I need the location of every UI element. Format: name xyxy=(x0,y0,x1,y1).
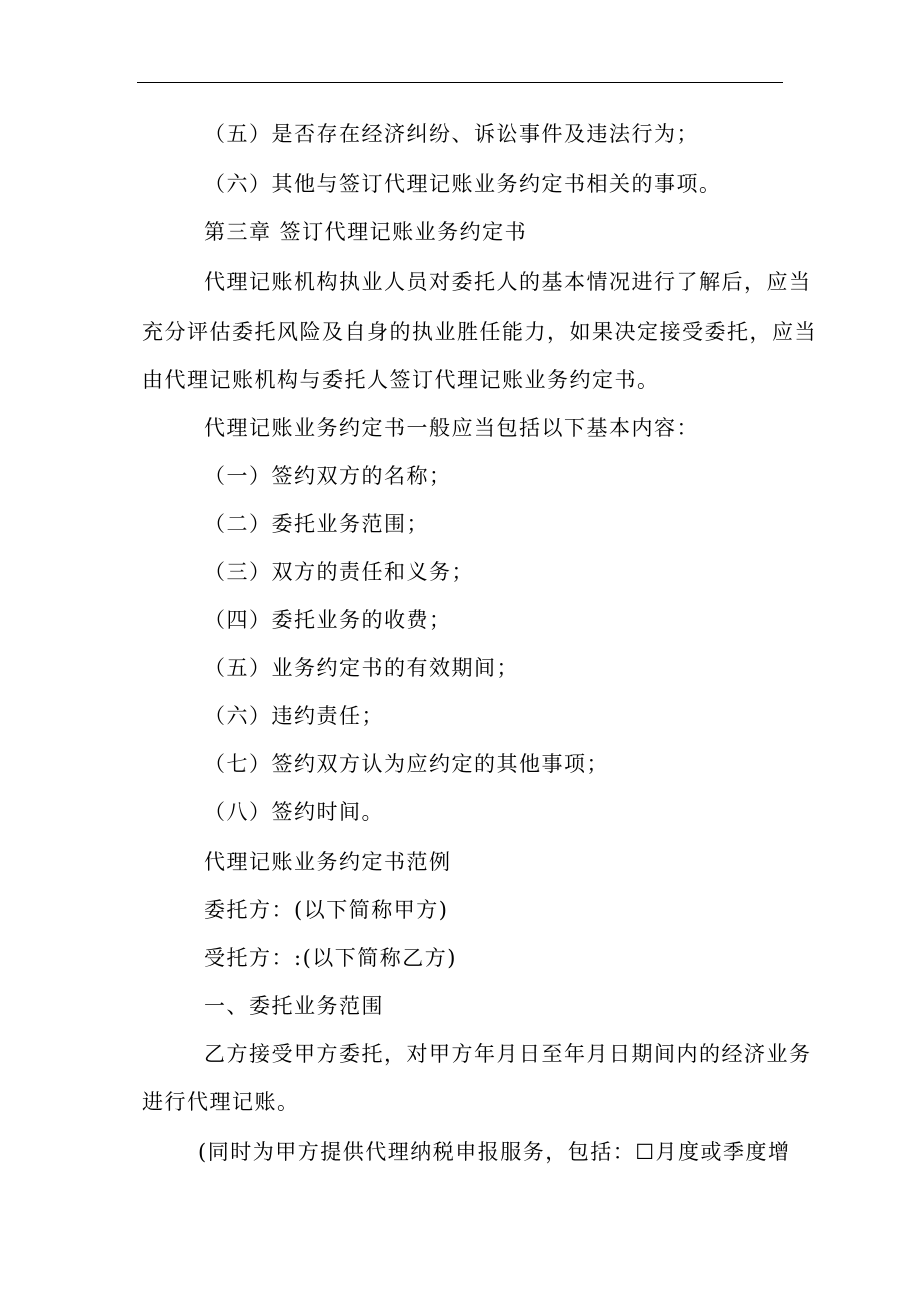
party-a: 委托方：(以下简称甲方) xyxy=(204,898,449,922)
header-rule xyxy=(137,82,783,83)
content-item-7: （七）签约双方认为应约定的其他事项； xyxy=(204,752,609,776)
chapter-3-title: 第三章 签订代理记账业务约定书 xyxy=(204,220,528,244)
scope-line2: 进行代理记账。 xyxy=(142,1090,300,1114)
para2-intro: 代理记账业务约定书一般应当包括以下基本内容： xyxy=(204,416,699,440)
para1-line1: 代理记账机构执业人员对委托人的基本情况进行了解后，应当 xyxy=(204,270,812,294)
scope-line1: 乙方接受甲方委托，对甲方年月日至年月日期间内的经济业务 xyxy=(204,1042,812,1066)
sample-title: 代理记账业务约定书范例 xyxy=(204,850,452,874)
item-6-other: （六）其他与签订代理记账业务约定书相关的事项。 xyxy=(204,172,722,196)
para1-line2: 充分评估委托风险及自身的执业胜任能力，如果决定接受委托，应当 xyxy=(142,320,817,344)
content-item-5: （五）业务约定书的有效期间； xyxy=(204,656,519,680)
content-item-8: （八）签约时间。 xyxy=(204,800,384,824)
content-item-6: （六）违约责任； xyxy=(204,704,384,728)
section-1-title: 一、委托业务范围 xyxy=(204,994,384,1018)
para1-line3: 由代理记账机构与委托人签订代理记账业务约定书。 xyxy=(142,368,660,392)
party-b: 受托方：:(以下简称乙方) xyxy=(204,946,457,970)
content-item-4: （四）委托业务的收费； xyxy=(204,608,452,632)
content-item-3: （三）双方的责任和义务； xyxy=(204,560,474,584)
item-5-disputes: （五）是否存在经济纠纷、诉讼事件及违法行为； xyxy=(204,122,699,146)
tax-service-line: (同时为甲方提供代理纳税申报服务，包括：☐月度或季度增 xyxy=(198,1140,791,1164)
content-item-1: （一）签约双方的名称； xyxy=(204,464,452,488)
content-item-2: （二）委托业务范围； xyxy=(204,512,429,536)
